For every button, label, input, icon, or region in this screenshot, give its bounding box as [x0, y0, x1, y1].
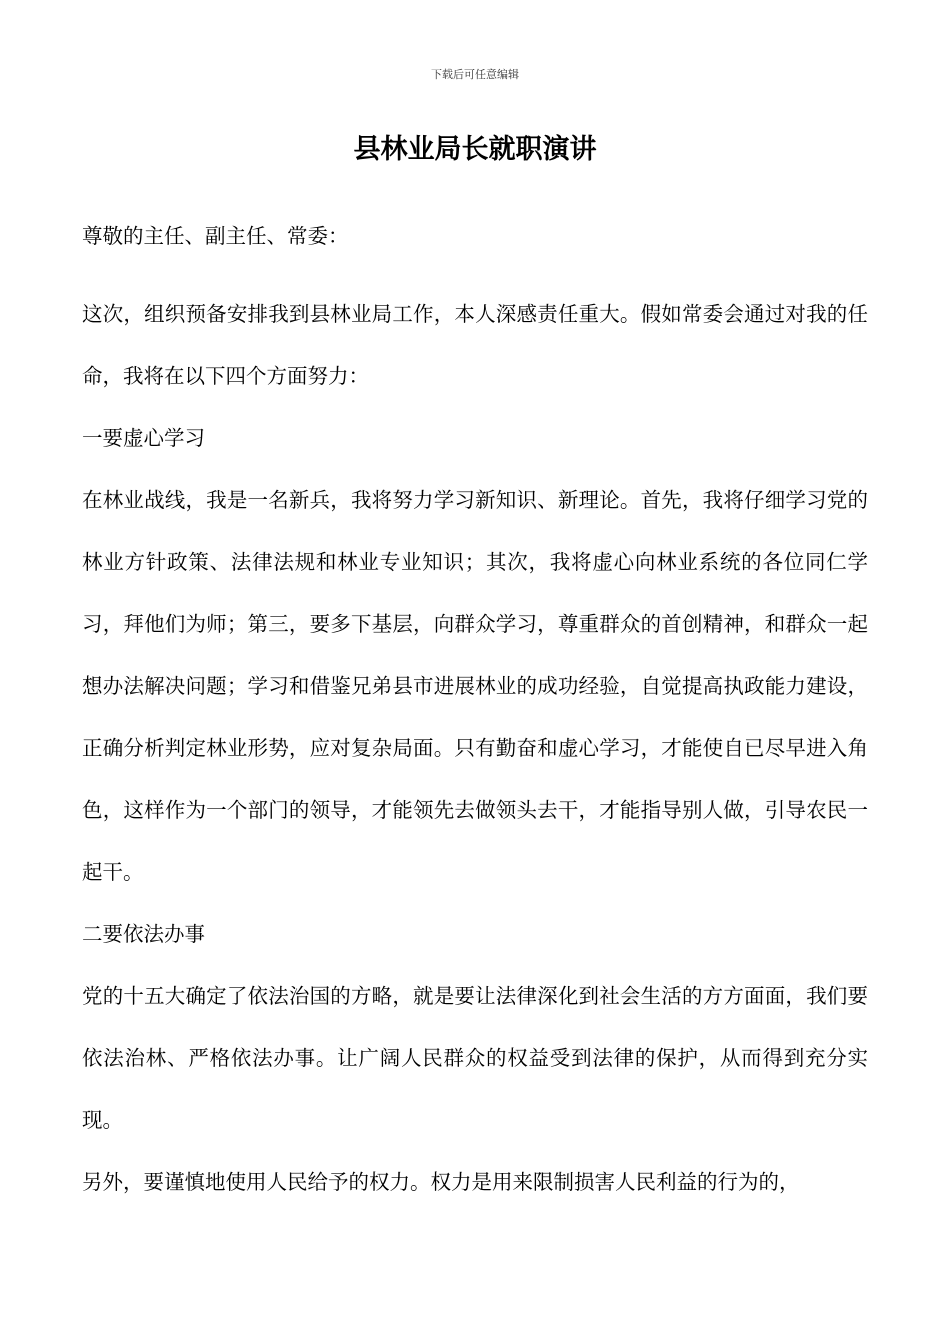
section-paragraph-1: 在林业战线，我是一名新兵，我将努力学习新知识、新理论。首先，我将仔细学习党的林业方针政策、法律法规和林业专业知识；其次，我将虚心向林业系统的各位同仁学习，拜他们为师；第三，要多下基层，向群众学习，尊重群众的首创精神，和群众一起想办法解决问题；学习和借鉴兄弟县市进展林业的成功经验，自觉提高执政能力建设，正确分析判定林业形势，应对复杂局面。只有勤奋和虚心学习，才能使自已尽早进入角色，这样作为一个部门的领导，才能领先去做领头去干，才能指导别人做，引导农民一起干。: [82, 488, 868, 884]
document-title: 县林业局长就职演讲: [353, 134, 597, 165]
section-paragraph-3: 另外，要谨慎地使用人民给予的权力。权力是用来限制损害人民利益的行为的，: [82, 1170, 800, 1194]
document-body: [82, 221, 868, 1213]
section-paragraph-2: 党的十五大确定了依法治国的方略，就是要让法律深化到社会生活的方方面面，我们要依法治林、严格依法办事。让广阔人民群众的权益受到法律的保护，从而得到充分实现。: [82, 984, 868, 1132]
header-note: 下载后可任意编辑: [431, 68, 519, 81]
salutation: 尊敬的主任、副主任、常委：: [82, 224, 349, 248]
section-heading-2: 二要依法办事: [82, 922, 205, 946]
section-heading-1: 一要虚心学习: [82, 426, 205, 450]
intro-paragraph: 这次，组织预备安排我到县林业局工作，本人深感责任重大。假如常委会通过对我的任命，我将在以下四个方面努力：: [82, 302, 868, 388]
